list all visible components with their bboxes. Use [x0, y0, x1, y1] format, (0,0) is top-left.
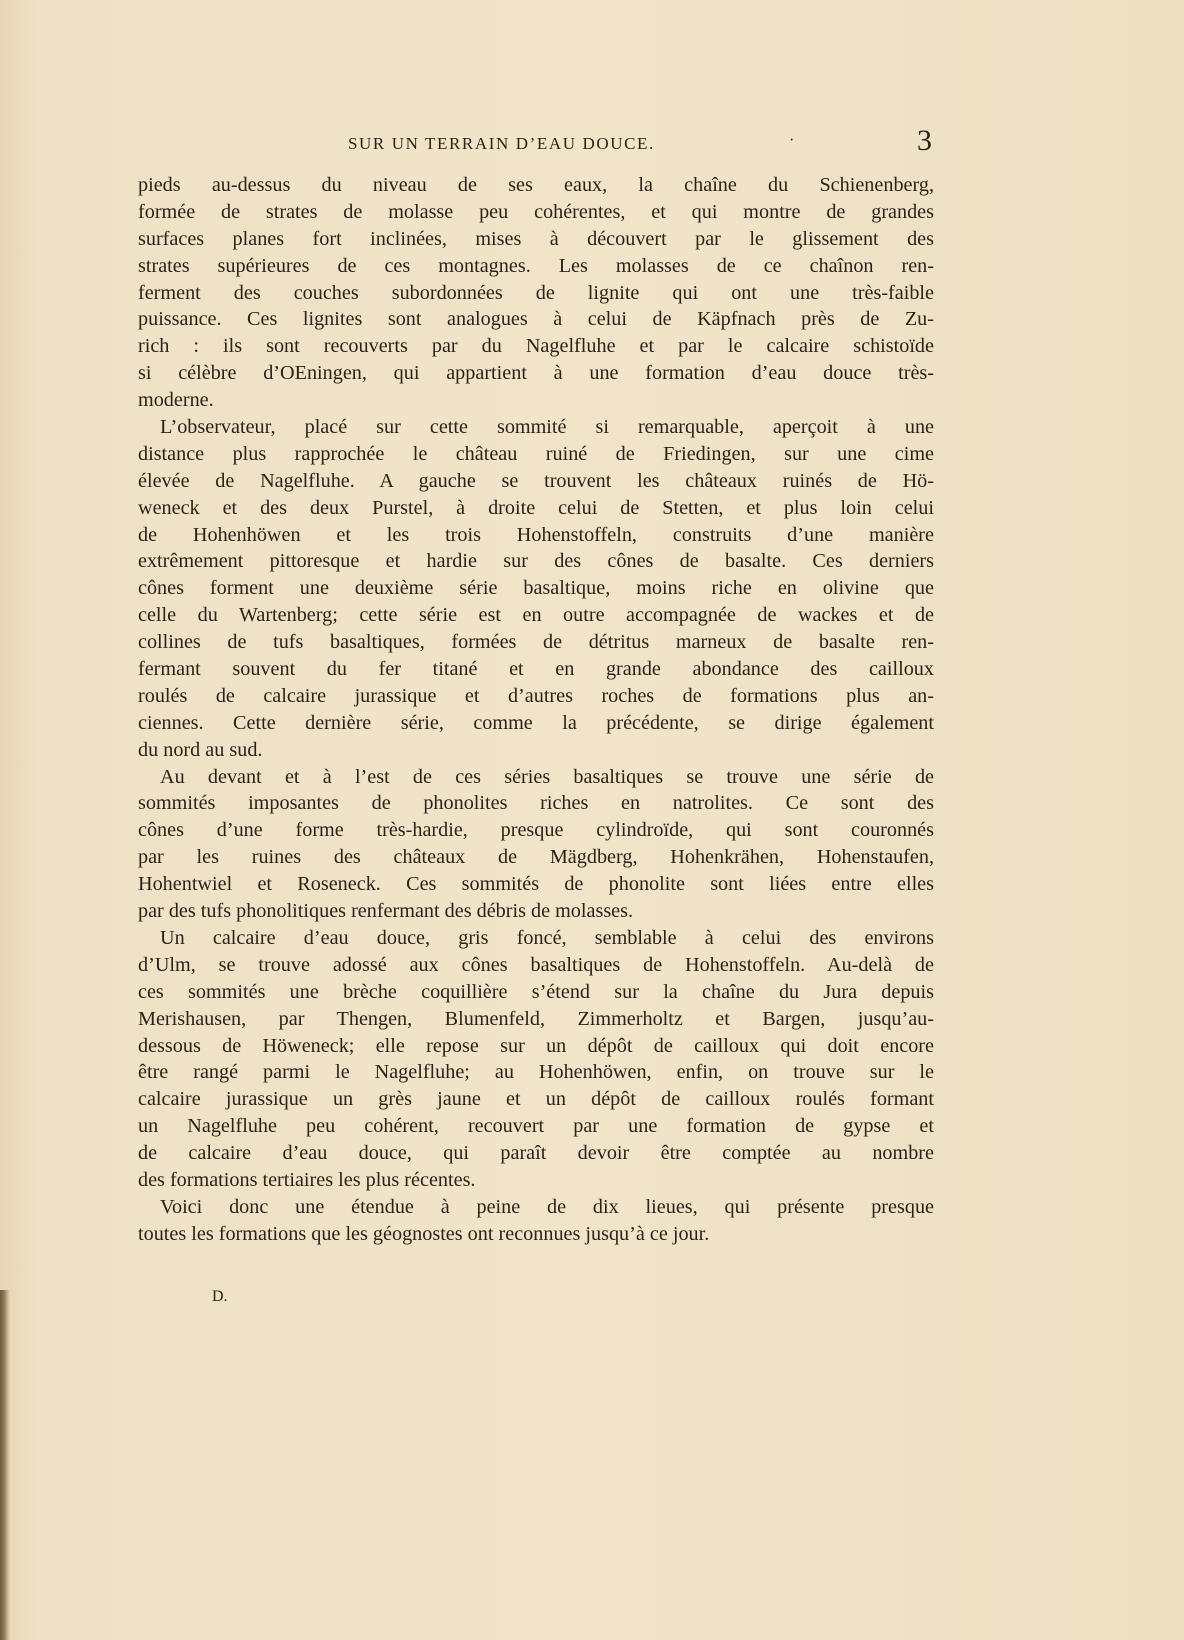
text-line: Hohentwiel et Roseneck. Ces sommités de phonolite sont liées entre elles [138, 873, 934, 896]
text-line: pieds au-dessus du niveau de ses eaux, la chaîne du Schienenberg, [138, 174, 934, 196]
text-line: collines de tufs basaltiques, formées de détritus marneux de basalte ren- [138, 631, 934, 654]
text-line: strates supérieures de ces montagnes. Les molasses de ce chaînon ren- [138, 254, 934, 277]
page-number: 3 [917, 124, 932, 157]
text-line: d’Ulm, se trouve adossé aux cônes basaltiques de Hohenstoffeln. Au-delà de [138, 953, 934, 976]
text-line: de calcaire d’eau douce, qui paraît devoir être comptée au nombre [138, 1142, 934, 1165]
text-line: du nord au sud. [138, 738, 263, 761]
text-line: ces sommités une brèche coquillière s’étend sur la chaîne du Jura depuis [138, 980, 934, 1003]
text-line: Un calcaire d’eau douce, gris foncé, semblable à celui des environs [160, 926, 934, 949]
text-line: formée de strates de molasse peu cohérentes, et qui montre de grandes [138, 200, 934, 223]
text-line: ciennes. Cette dernière série, comme la précédente, se dirige également [138, 711, 934, 734]
text-line: par les ruines des châteaux de Mägdberg, Hohenkrähen, Hohenstaufen, [138, 846, 934, 869]
running-title: SUR UN TERRAIN D’EAU DOUCE. [348, 134, 655, 153]
text-line: cônes forment une deuxième série basaltique, moins riche en olivine que [138, 577, 934, 600]
text-line: celle du Wartenberg; cette série est en outre accompagnée de wackes et de [138, 604, 934, 627]
text-line: L’observateur, placé sur cette sommité si remarquable, aperçoit à une [160, 416, 934, 439]
text-line: Au devant et à l’est de ces séries basaltiques se trouve une série de [160, 765, 934, 788]
text-line: des formations tertiaires les plus récentes. [138, 1168, 476, 1191]
page-header [136, 124, 934, 164]
text-line: fermant souvent du fer titané et en grande abondance des cailloux [138, 658, 934, 681]
paragraph [138, 172, 934, 414]
header-mark: · [789, 132, 795, 149]
binding-edge [0, 1290, 10, 1640]
text-line: dessous de Höweneck; elle repose sur un dépôt de cailloux qui doit encore [138, 1034, 934, 1057]
text-line: cônes d’une forme très-hardie, presque cylindroïde, qui sont couronnés [138, 819, 934, 842]
text-line: par des tufs phonolitiques renfermant des débris de molasses. [138, 900, 634, 923]
text-line: calcaire jurassique un grès jaune et un dépôt de cailloux roulés formant [138, 1088, 934, 1111]
signature-mark: D. [212, 1288, 228, 1305]
text-line: Voici donc une étendue à peine de dix lieues, qui présente presque [160, 1195, 934, 1218]
body-text [138, 172, 934, 1248]
text-line: sommités imposantes de phonolites riches en natrolites. Ce sont des [138, 792, 934, 815]
text-line: puissance. Ces lignites sont analogues à celui de Käpfnach près de Zu- [138, 308, 934, 331]
text-line: surfaces planes fort inclinées, mises à découvert par le glissement des [138, 227, 934, 250]
text-line: distance plus rapprochée le château ruiné de Friedingen, sur une cime [138, 442, 934, 465]
text-line: un Nagelfluhe peu cohérent, recouvert par une formation de gypse et [138, 1115, 934, 1138]
text-line: toutes les formations que les géognostes ont reconnues jusqu’à ce jour. [138, 1222, 710, 1245]
paragraph [138, 414, 934, 764]
text-line: extrêmement pittoresque et hardie sur des cônes de basalte. Ces derniers [138, 550, 934, 573]
text-line: ferment des couches subordonnées de lignite qui ont une très-faible [138, 281, 934, 304]
text-line: rich : ils sont recouverts par du Nagelfluhe et par le calcaire schistoïde [138, 335, 934, 358]
text-line: être rangé parmi le Nagelfluhe; au Hohenhöwen, enfin, on trouve sur le [138, 1061, 934, 1084]
text-line: de Hohenhöwen et les trois Hohenstoffeln, construits d’une manière [138, 523, 934, 546]
text-line: élevée de Nagelfluhe. A gauche se trouvent les châteaux ruinés de Hö- [138, 469, 934, 492]
paragraph [138, 764, 934, 925]
text-line: si célèbre d’OEningen, qui appartient à une formation d’eau douce très- [138, 362, 934, 385]
paragraph [138, 925, 934, 1194]
text-line: Merishausen, par Thengen, Blumenfeld, Zimmerholtz et Bargen, jusqu’au- [138, 1007, 934, 1030]
text-line: weneck et des deux Purstel, à droite celui de Stetten, et plus loin celui [138, 496, 934, 519]
text-line: moderne. [138, 389, 214, 412]
text-line: roulés de calcaire jurassique et d’autres roches de formations plus an- [138, 684, 934, 707]
paragraph [138, 1194, 934, 1248]
